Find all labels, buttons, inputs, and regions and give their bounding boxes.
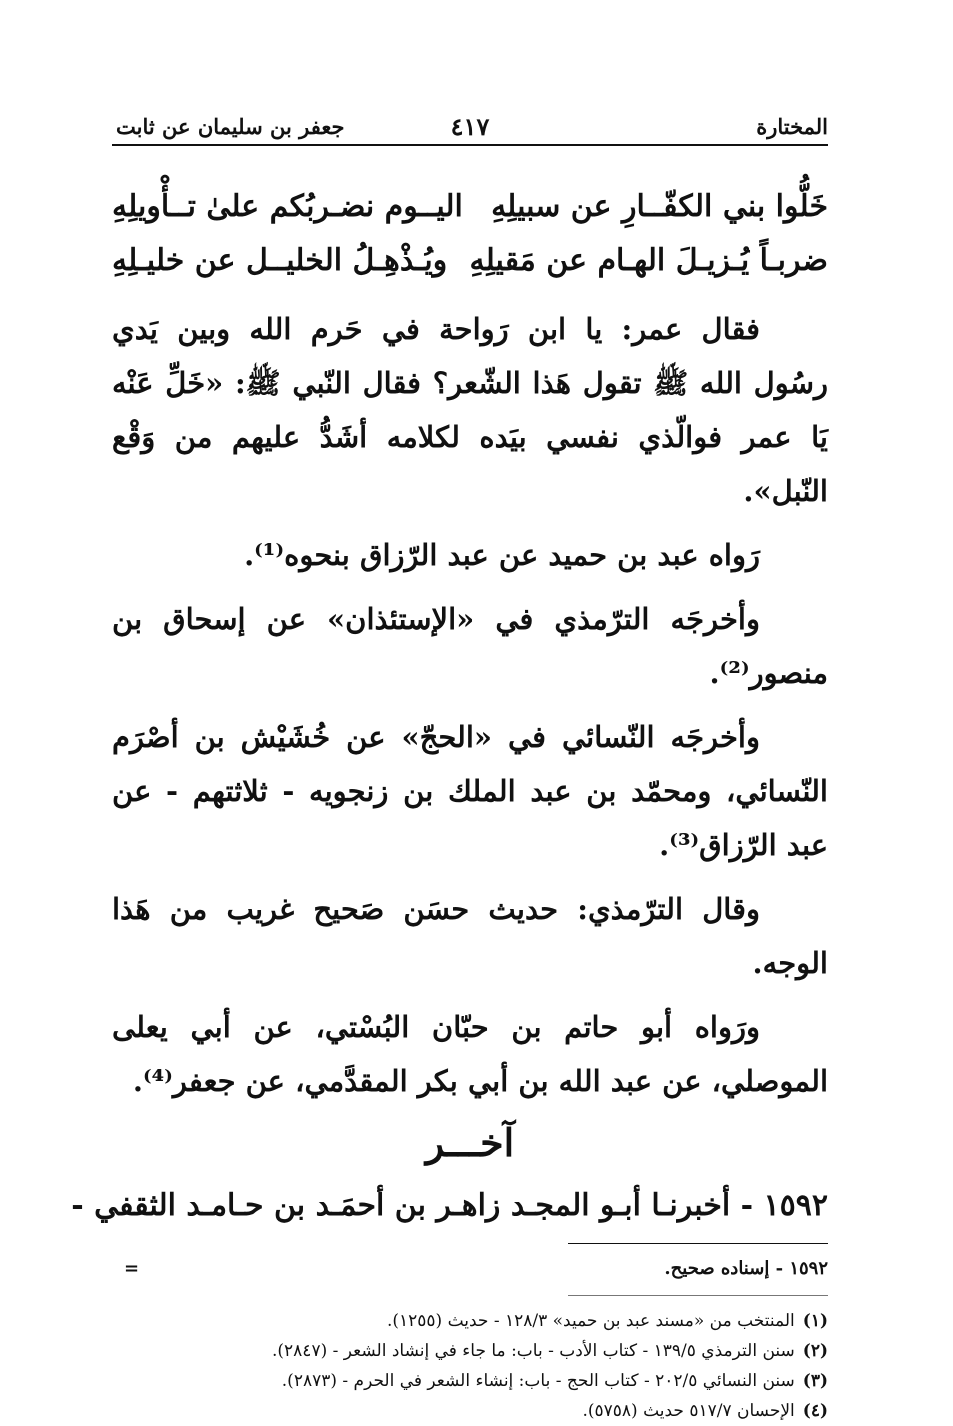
poem-hemistich-first: ضربـاً يُـزيـلَ الهـام عن مَقيلِهِ (469, 243, 828, 278)
umar-paragraph: فقال عمر: يا ابن رَواحة في حَرم الله وبين يَدي رسُول الله ﷺ تقول هَذا الشّعر؟ فقال النّبي ﷺ: «خَلِّ عَنْه يَا عمر فوالّذي نفسي بيَده لكلامه أشَدُّ عليهم من وَقْع النّبل». (112, 312, 828, 508)
hadith-note-text: ١٥٩٢ - إسناده صحيح. (664, 1258, 828, 1279)
footnote-text: المنتخب من «مسند عبد بن حميد» ١٢٨/٣ - حديث (١٢٥٥). (386, 1311, 795, 1331)
footnote-divider (568, 1243, 828, 1244)
footnote-number: (٤) (802, 1401, 828, 1421)
footnote (112, 1336, 828, 1366)
page-number: ٤١٧ (450, 112, 490, 141)
book-page (71, 100, 828, 1426)
poem-line (112, 234, 828, 288)
footnote (112, 1396, 828, 1426)
poem-line (112, 180, 828, 234)
chapter-title: جعفر بن سليمان عن ثابت (116, 114, 345, 139)
hadith-note (112, 1258, 828, 1279)
footnote-number: (٢) (802, 1341, 828, 1361)
ibn-hibban-paragraph: ورَواه أبو حاتم بن حبّان البُسْتي، عن أبي يعلى الموصلي، عن عبد الله بن أبي بكر المقدَّمي، عن جعفر⁽⁴⁾. (112, 1010, 828, 1098)
section-title: آخـــر (425, 1120, 515, 1165)
running-header (112, 100, 828, 146)
poem (112, 180, 828, 288)
hadith-1592-opening: ١٥٩٢ - أخبرنـا أبـو المجـد زاهـر بن أحمَـد بن حـامـد الثقفي - (71, 1188, 828, 1223)
footnote (112, 1366, 828, 1396)
book-title: المختارة (756, 114, 828, 139)
poem-hemistich-second: ويُـذْهِـلُ الخليــل عن خليـلِهِ (112, 243, 448, 278)
footnote-number: (١) (802, 1311, 828, 1331)
continuation-mark: = (124, 1258, 140, 1279)
tirmidhi-hukm-paragraph: وقال الترّمذي: حديث حسَن صَحيح غريب من هَذا الوجه. (112, 892, 828, 980)
tirmidhi-takhrij-paragraph: وأخرجَه الترّمذي في «الإستئذان» عن إسحاق بن منصور⁽²⁾. (112, 602, 828, 690)
footnote-divider (568, 1295, 828, 1296)
footnotes (112, 1306, 828, 1426)
footnote-text: الإحسان ٥١٧/٧ حديث (٥٧٥٨). (582, 1401, 795, 1421)
poem-hemistich-first: خَلُّوا بني الكفّــارِ عن سبيلِهِ (491, 189, 828, 224)
poem-hemistich-second: اليــوم نضـربُكم علىٰ تــأْويلِهِ (112, 189, 463, 224)
footnote-text: سنن الترمذي ١٣٩/٥ - كتاب الأدب - باب: ما جاء في إنشاد الشعر - (٢٨٤٧). (272, 1341, 795, 1361)
nasai-takhrij-paragraph: وأخرجَه النّسائي في «الحجّ» عن خُشَيْش بن أصْرَم النّسائي، ومحمّد بن عبد الملك بن زنجويه - ثلاثتهم - عن عبد الرّزاق⁽³⁾. (112, 720, 828, 862)
footnote-text: سنن النسائي ٢٠٢/٥ - كتاب الحج - باب: إنشاء الشعر في الحرم - (٢٨٧٣). (281, 1371, 795, 1391)
riwaya-paragraph: رَواه عبد بن حميد عن عبد الرّزاق بنحوه⁽¹⁾. (244, 538, 760, 572)
footnote-number: (٣) (802, 1371, 828, 1391)
footnote (112, 1306, 828, 1336)
